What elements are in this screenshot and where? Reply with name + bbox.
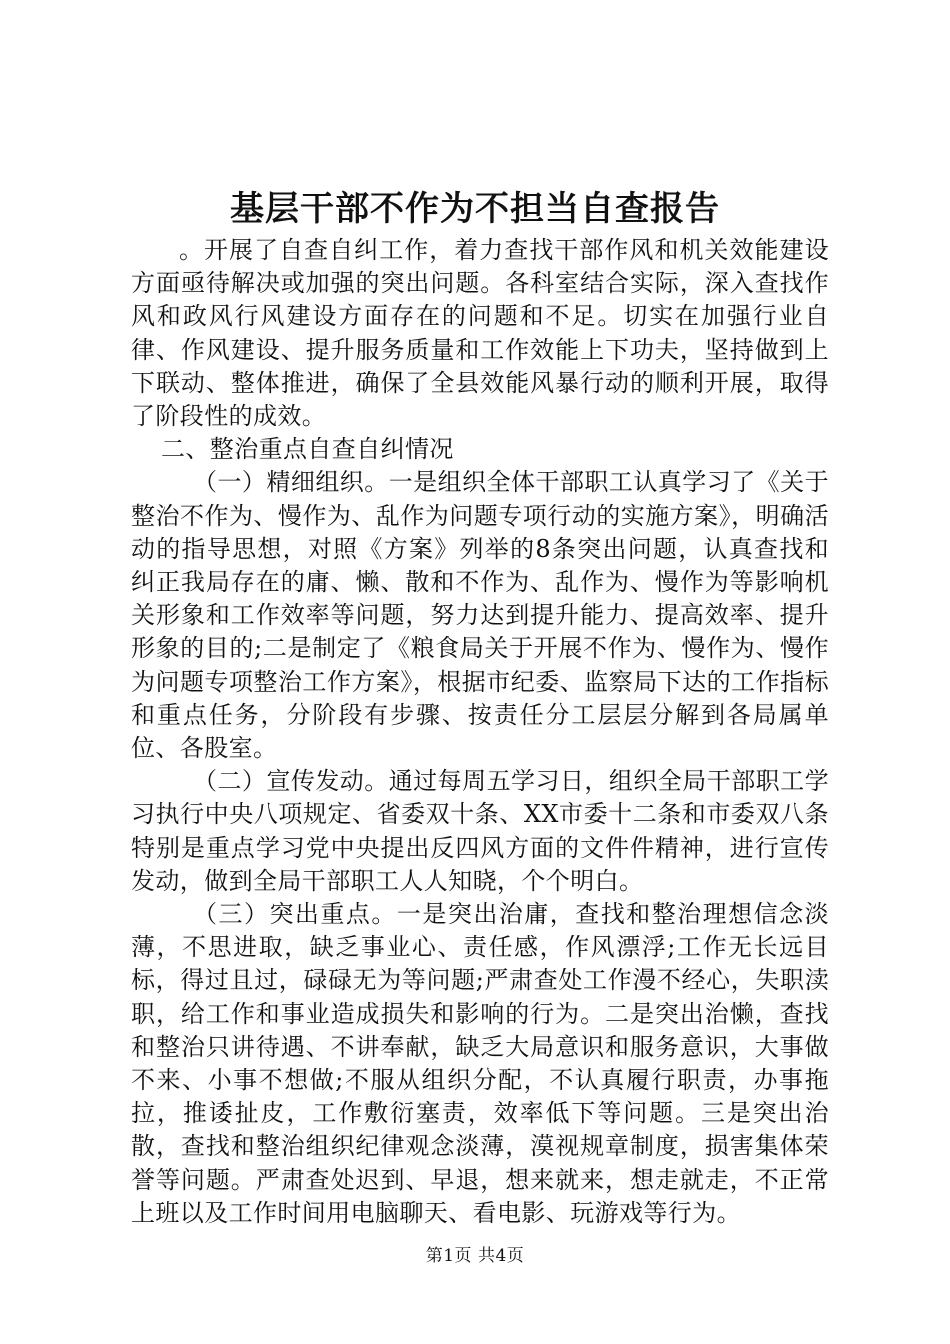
paragraph-key-points: （三）突出重点。一是突出治庸，查找和整治理想信念淡薄，不思进取，缺乏事业心、责任感，作风漂浮;工作无长远目标，得过且过，碌碌无为等问题;严肃查处工作漫不经心，失职渎职，给工作和事业造成损失和影响的行为。二是突出治懒，查找和整治只讲待遇、不讲奉献，缺乏大局意识和服务意识，大事做不来、小事不想做;不服从组织分配，不认真履行职责，办事拖拉，推诿扯皮，工作敷衍塞责，效率低下等问题。三是突出治散，查找和整治组织纪律观念淡薄，漠视规章制度，损害集体荣誉等问题。严肃查处迟到、早退，想来就来，想走就走，不正常上班以及工作时间用电脑聊天、看电影、玩游戏等行为。	[131, 900, 829, 1227]
paragraph-intro: 。开展了自查自纠工作，着力查找干部作风和机关效能建设方面亟待解决或加强的突出问题。各科室结合实际，深入查找作风和政风行风建设方面存在的问题和不足。切实在加强行业自律、作风建设、提升服务质量和工作效能上下功夫，坚持做到上下联动、整体推进，确保了全县效能风暴行动的顺利开展，取得了阶段性的成效。	[131, 236, 829, 431]
document-body	[131, 234, 829, 1230]
paragraph-publicity: （二）宣传发动。通过每周五学习日，组织全局干部职工学习执行中央八项规定、省委双十条、XX市委十二条和市委双八条特别是重点学习党中央提出反四风方面的文件件精神，进行宣传发动，做到全局干部职工人人知晓，个个明白。	[131, 767, 829, 895]
section-heading: 二、整治重点自查自纠情况	[161, 435, 454, 464]
document-title: 基层干部不作为不担当自查报告	[230, 189, 720, 229]
page-footer: 第1页 共4页	[425, 1246, 525, 1266]
paragraph-organization: （一）精细组织。一是组织全体干部职工认真学习了《关于整治不作为、慢作为、乱作为问题专项行动的实施方案》，明确活动的指导思想，对照《方案》列举的8条突出问题，认真查找和纠正我局存在的庸、懒、散和不作为、乱作为、慢作为等影响机关形象和工作效率等问题，努力达到提升能力、提高效率、提升形象的目的;二是制定了《粮食局关于开展不作为、慢作为、慢作为问题专项整治工作方案》，根据市纪委、监察局下达的工作指标和重点任务，分阶段有步骤、按责任分工层层分解到各局属单位、各股室。	[131, 468, 829, 763]
